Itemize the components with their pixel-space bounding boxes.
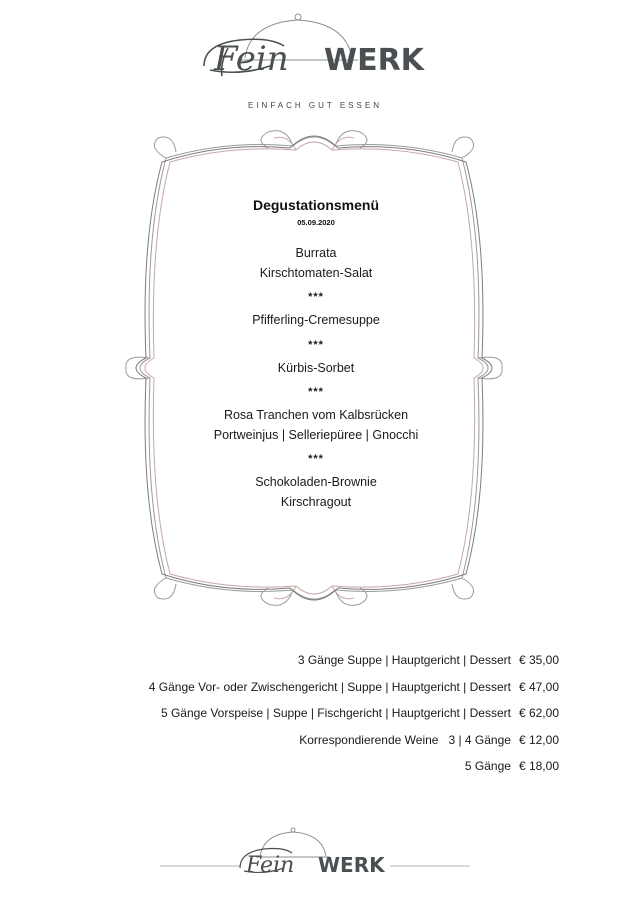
price-row — [149, 700, 559, 727]
course-item — [168, 406, 464, 445]
price-amount: € 47,00 — [518, 679, 559, 694]
course-line: Kirschragout — [280, 494, 352, 509]
course-line: Kürbis-Sorbet — [277, 360, 355, 375]
course-line: Schokoladen-Brownie — [255, 475, 377, 489]
menu-date: 05.09.2020 — [297, 218, 335, 227]
logo-script-text: Fein — [246, 853, 295, 878]
course-item — [168, 311, 464, 331]
price-list — [149, 647, 559, 780]
tasting-menu — [168, 196, 464, 512]
price-label: 5 Gänge Vorspeise | Suppe | Fischgericht | Hauptgericht | Dessert — [160, 706, 511, 720]
course-line: Kirschtomaten-Salat — [259, 265, 373, 280]
menu-title: Degustationsmenü — [252, 197, 379, 213]
tagline: EINFACH GUT ESSEN — [248, 101, 382, 110]
price-label: 5 Gänge — [464, 759, 511, 773]
course-item — [168, 359, 464, 379]
logo-script-text: Fein — [214, 39, 289, 79]
price-row — [149, 674, 559, 701]
price-row — [149, 727, 559, 754]
price-amount: € 35,00 — [518, 653, 559, 667]
price-label: 4 Gänge Vor- oder Zwischengericht | Suppe | Hauptgericht | Dessert — [148, 679, 511, 694]
course-line: Rosa Tranchen vom Kalbsrücken — [223, 408, 409, 422]
price-row — [149, 647, 559, 674]
course-line: Portweinjus | Selleriepüree | Gnocchi — [213, 427, 419, 442]
price-amount: € 18,00 — [518, 759, 559, 773]
price-amount: € 62,00 — [518, 706, 559, 720]
price-label: 3 Gänge Suppe | Hauptgericht | Dessert — [297, 653, 511, 667]
course-line: Burrata — [295, 246, 337, 260]
course-separator: *** — [308, 338, 324, 351]
course-item — [168, 473, 464, 512]
logo-block-text: WERK — [324, 43, 424, 78]
course-separator: *** — [308, 386, 324, 398]
course-list — [168, 244, 464, 512]
price-amount: € 12,00 — [518, 732, 559, 747]
feinwerk-footer-logo — [160, 826, 470, 886]
course-item — [168, 244, 464, 283]
course-separator: *** — [308, 291, 324, 303]
course-line: Pfifferling-Cremesuppe — [252, 313, 380, 327]
course-separator: *** — [308, 453, 324, 465]
price-row — [149, 753, 559, 780]
feinwerk-logo — [200, 8, 430, 88]
logo-block-text: WERK — [318, 853, 385, 877]
price-label: Korrespondierende Weine 3 | 4 Gänge — [299, 732, 511, 747]
